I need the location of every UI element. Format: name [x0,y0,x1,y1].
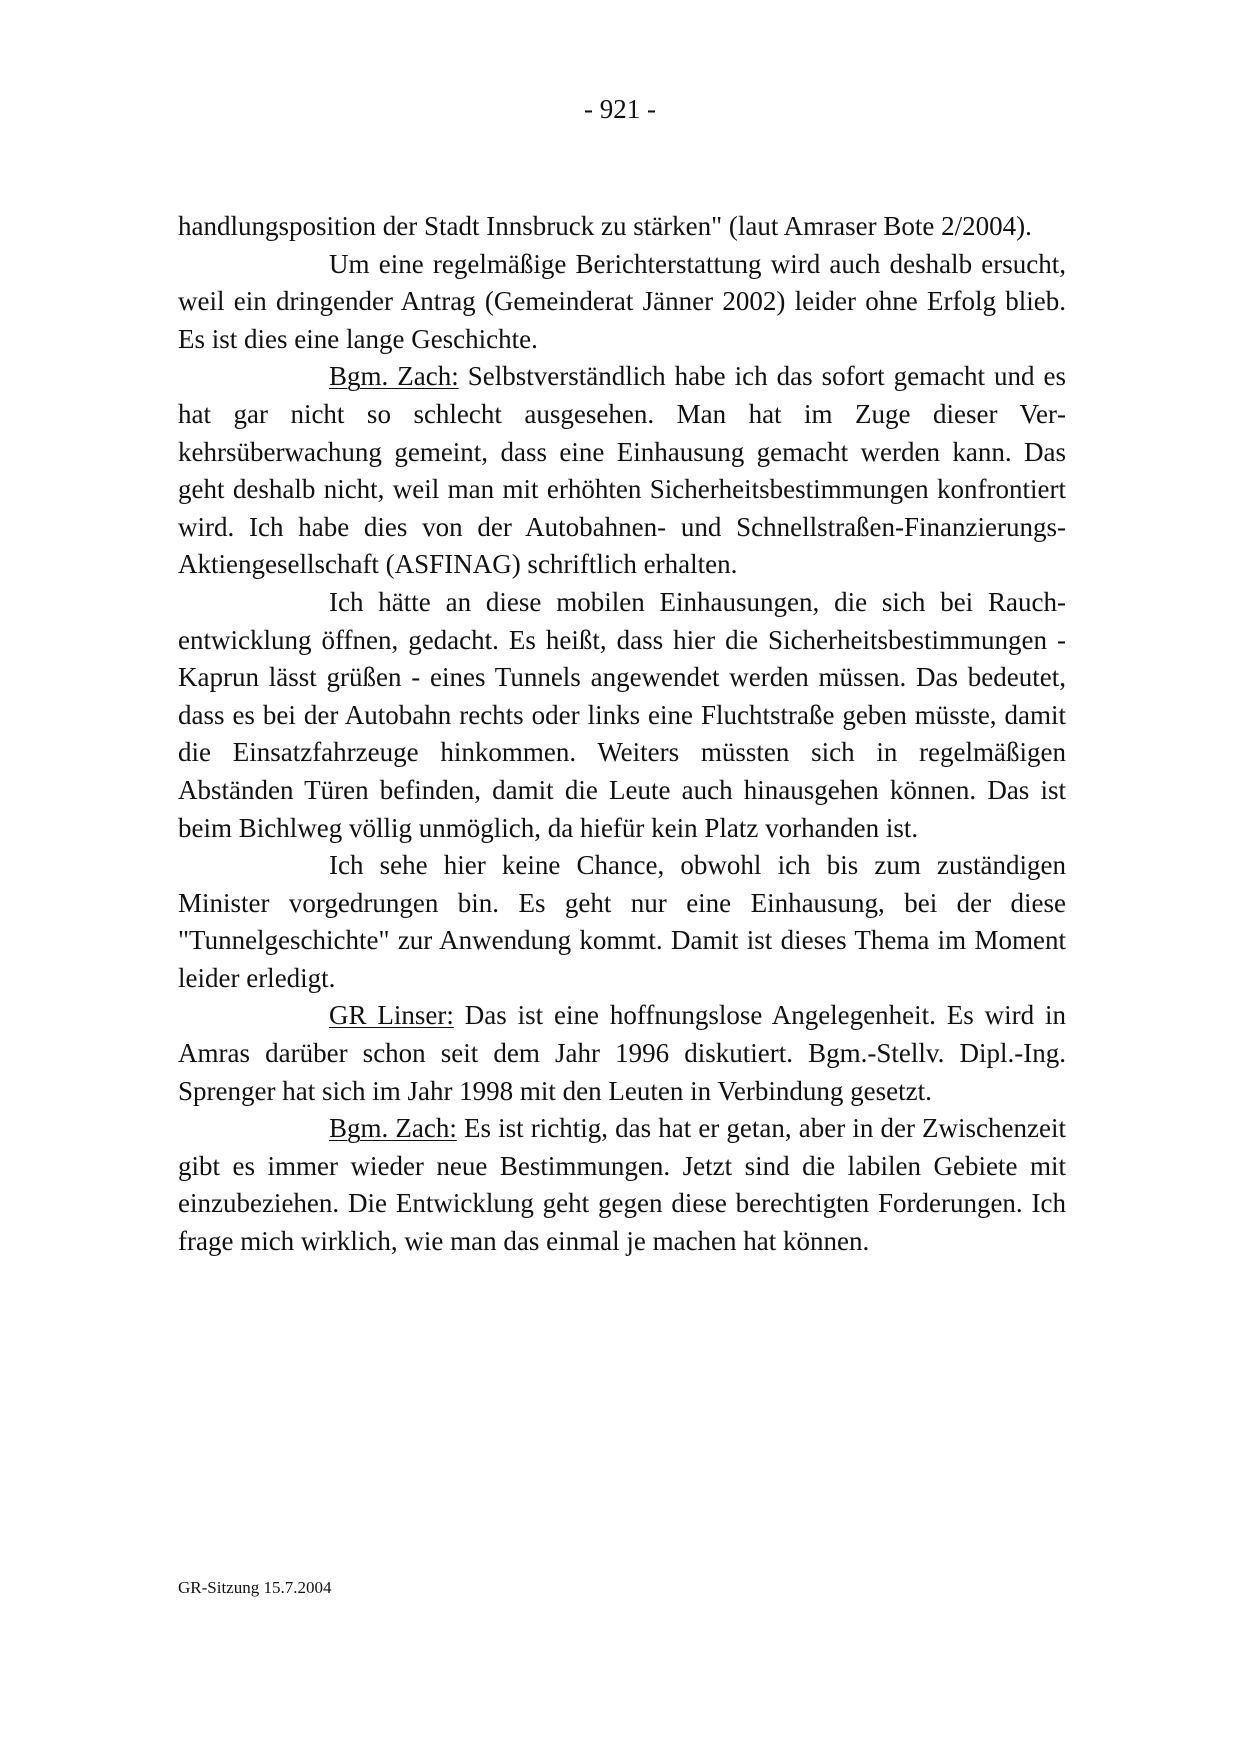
paragraph-5-text: Ich sehe hier keine Chance, obwohl ich bis zum zuständigen Minister vorgedrungen bin. Es geht nur eine Einhausung, bei der diese "Tunnelgeschichte" zur Anwendung kommt. Damit ist dieses Thema im Moment leider erledigt. [178,850,1066,993]
paragraph-1 [178,208,1066,246]
paragraph-3 [178,358,1066,584]
speaker-label: Bgm. Zach: [329,361,459,392]
document-body [178,208,1066,1261]
paragraph-2 [178,246,1066,359]
paragraph-5 [178,847,1066,997]
paragraph-3-text: Selbstverständlich habe ich das sofort gemacht und es hat gar nicht so schlecht ausgesehen. Man hat im Zuge dieser Verkehrsüberwachung gemeint, dass eine Einhausung gemacht werden kann. Das geht deshalb nicht, weil man mit erhöhten Sicherheitsbestimmungen konfrontiert wird. Ich habe dies von der Autobahnen- und Schnellstraßen-Finanzierungs-Aktiengesellschaft (ASFINAG) schriftlich erhalten. [178,361,1066,580]
paragraph-7 [178,1110,1066,1260]
paragraph-6 [178,997,1066,1110]
paragraph-7-text: Es ist richtig, das hat er getan, aber in der Zwischenzeit gibt es immer wieder neue Bestimmungen. Jetzt sind die labilen Gebiete mit einzubeziehen. Die Entwicklung geht gegen diese berechtigten Forderungen. Ich frage mich wirklich, wie man das einmal je machen hat können. [178,1113,1066,1257]
paragraph-6-text: Das ist eine hoffnungslose Angelegenheit. Es wird in Amras darüber schon seit dem Jahr 1996 diskutiert. Bgm.-Stellv. Dipl.-Ing. Sprenger hat sich im Jahr 1998 mit den Leuten in Verbindung gesetzt. [178,1000,1066,1106]
speaker-label: Bgm. Zach: [329,1113,457,1144]
paragraph-4 [178,584,1066,847]
page-number: - 921 - [584,94,656,124]
speaker-label: GR Linser: [329,1000,454,1031]
footer-session-date: GR-Sitzung 15.7.2004 [178,1578,332,1597]
paragraph-1-text: handlungsposition der Stadt Innsbruck zu stärken" (laut Amraser Bote 2/2004). [178,211,1032,241]
paragraph-4-text: Ich hätte an diese mobilen Einhausungen, die sich bei Rauchentwicklung öffnen, gedacht. Es heißt, dass hier die Sicherheitsbestimmungen - Kaprun lässt grüßen - eines Tunnels angewendet werden müssen. Das bedeutet, dass es bei der Autobahn rechts oder links eine Fluchtstraße geben müsste, damit die Einsatzfahrzeuge hinkommen. Weiters müssten sich in regelmäßigen Abständen Türen befinden, damit die Leute auch hinausgehen können. Das ist beim Bichlweg völlig unmöglich, da hiefür kein Platz vorhanden ist. [178,586,1066,843]
paragraph-2-text: Um eine regelmäßige Berichterstattung wird auch deshalb ersucht, weil ein dringender Antrag (Gemeinderat Jänner 2002) leider ohne Erfolg blieb. Es ist dies eine lange Geschichte. [178,248,1066,354]
